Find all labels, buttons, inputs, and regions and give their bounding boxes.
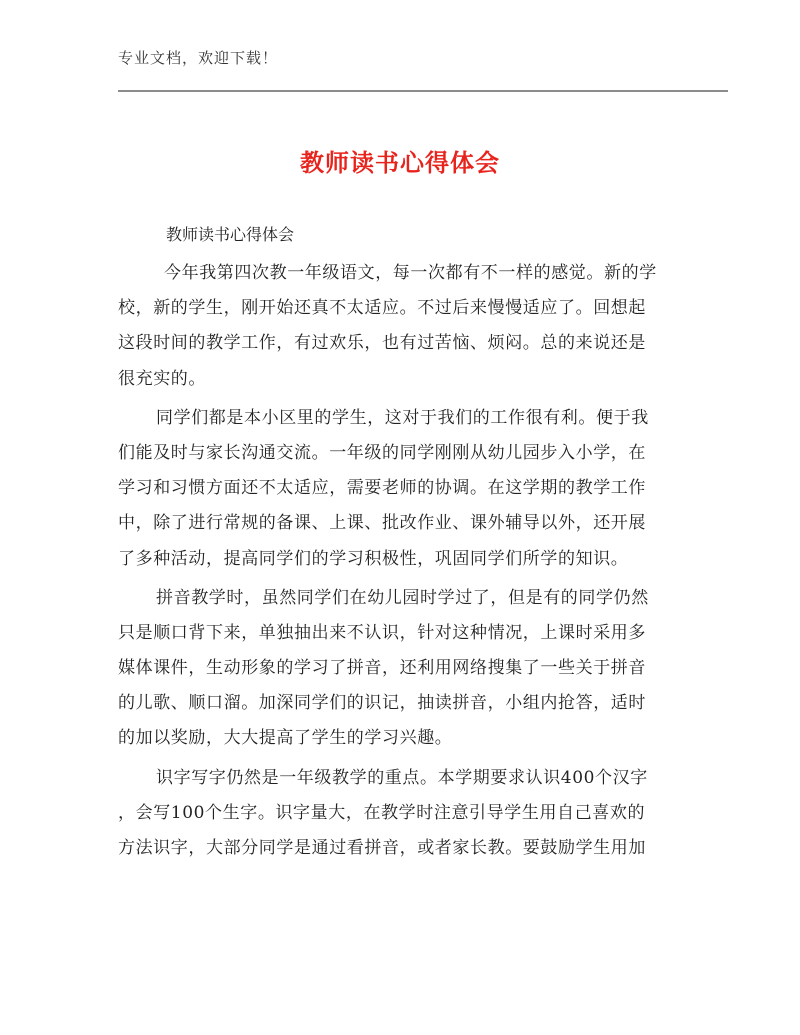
document-body	[118, 256, 693, 866]
body-line: 今年我第四次教一年级语文，每一次都有不一样的感觉。新的学	[164, 263, 657, 283]
header-divider	[118, 90, 728, 92]
body-line: 了多种活动，提高同学们的学习积极性，巩固同学们所学的知识。	[118, 548, 629, 569]
body-line: 很充实的。	[118, 368, 206, 389]
body-line: 方法识字，大部分同学是通过看拼音，或者家长教。要鼓励学生用加	[118, 838, 646, 858]
body-line: 媒体课件，生动形象的学习了拼音，还利用网络搜集了一些关于拼音	[118, 658, 646, 679]
body-line: 识字写字仍然是一年级教学的重点。本学期要求认识400个汉字	[156, 767, 648, 788]
body-line: 学习和习惯方面还不太适应，需要老师的协调。在这学期的教学工作	[118, 478, 646, 499]
body-line: 同学们都是本小区里的学生，这对于我们的工作很有利。便于我	[156, 407, 649, 428]
body-line: 的加以奖励，大大提高了学生的学习兴趣。	[118, 728, 453, 749]
document-subtitle: 教师读书心得体会	[166, 225, 295, 244]
document-title: 教师读书心得体会	[300, 149, 500, 177]
body-line: 校，新的学生，刚开始还真不太适应。不过后来慢慢适应了。回想起	[118, 298, 646, 319]
page-header-text: 专业文档，欢迎下载！	[118, 49, 279, 67]
body-line: 拼音教学时，虽然同学们在幼儿园时学过了，但是有的同学仍然	[156, 587, 649, 608]
body-line: ，会写100个生字。识字量大，在教学时注意引导学生用自己喜欢的	[118, 802, 646, 823]
body-line: 这段时间的教学工作，有过欢乐，也有过苦恼、烦闷。总的来说还是	[118, 333, 646, 354]
body-line: 的儿歌、顺口溜。加深同学们的识记，抽读拼音，小组内抢答，适时	[118, 693, 646, 714]
body-line: 们能及时与家长沟通交流。一年级的同学刚刚从幼儿园步入小学，在	[118, 442, 646, 463]
body-line: 只是顺口背下来，单独抽出来不认识，针对这种情况，上课时采用多	[118, 622, 646, 643]
body-line: 中，除了进行常规的备课、上课、批改作业、课外辅导以外，还开展	[118, 513, 646, 534]
